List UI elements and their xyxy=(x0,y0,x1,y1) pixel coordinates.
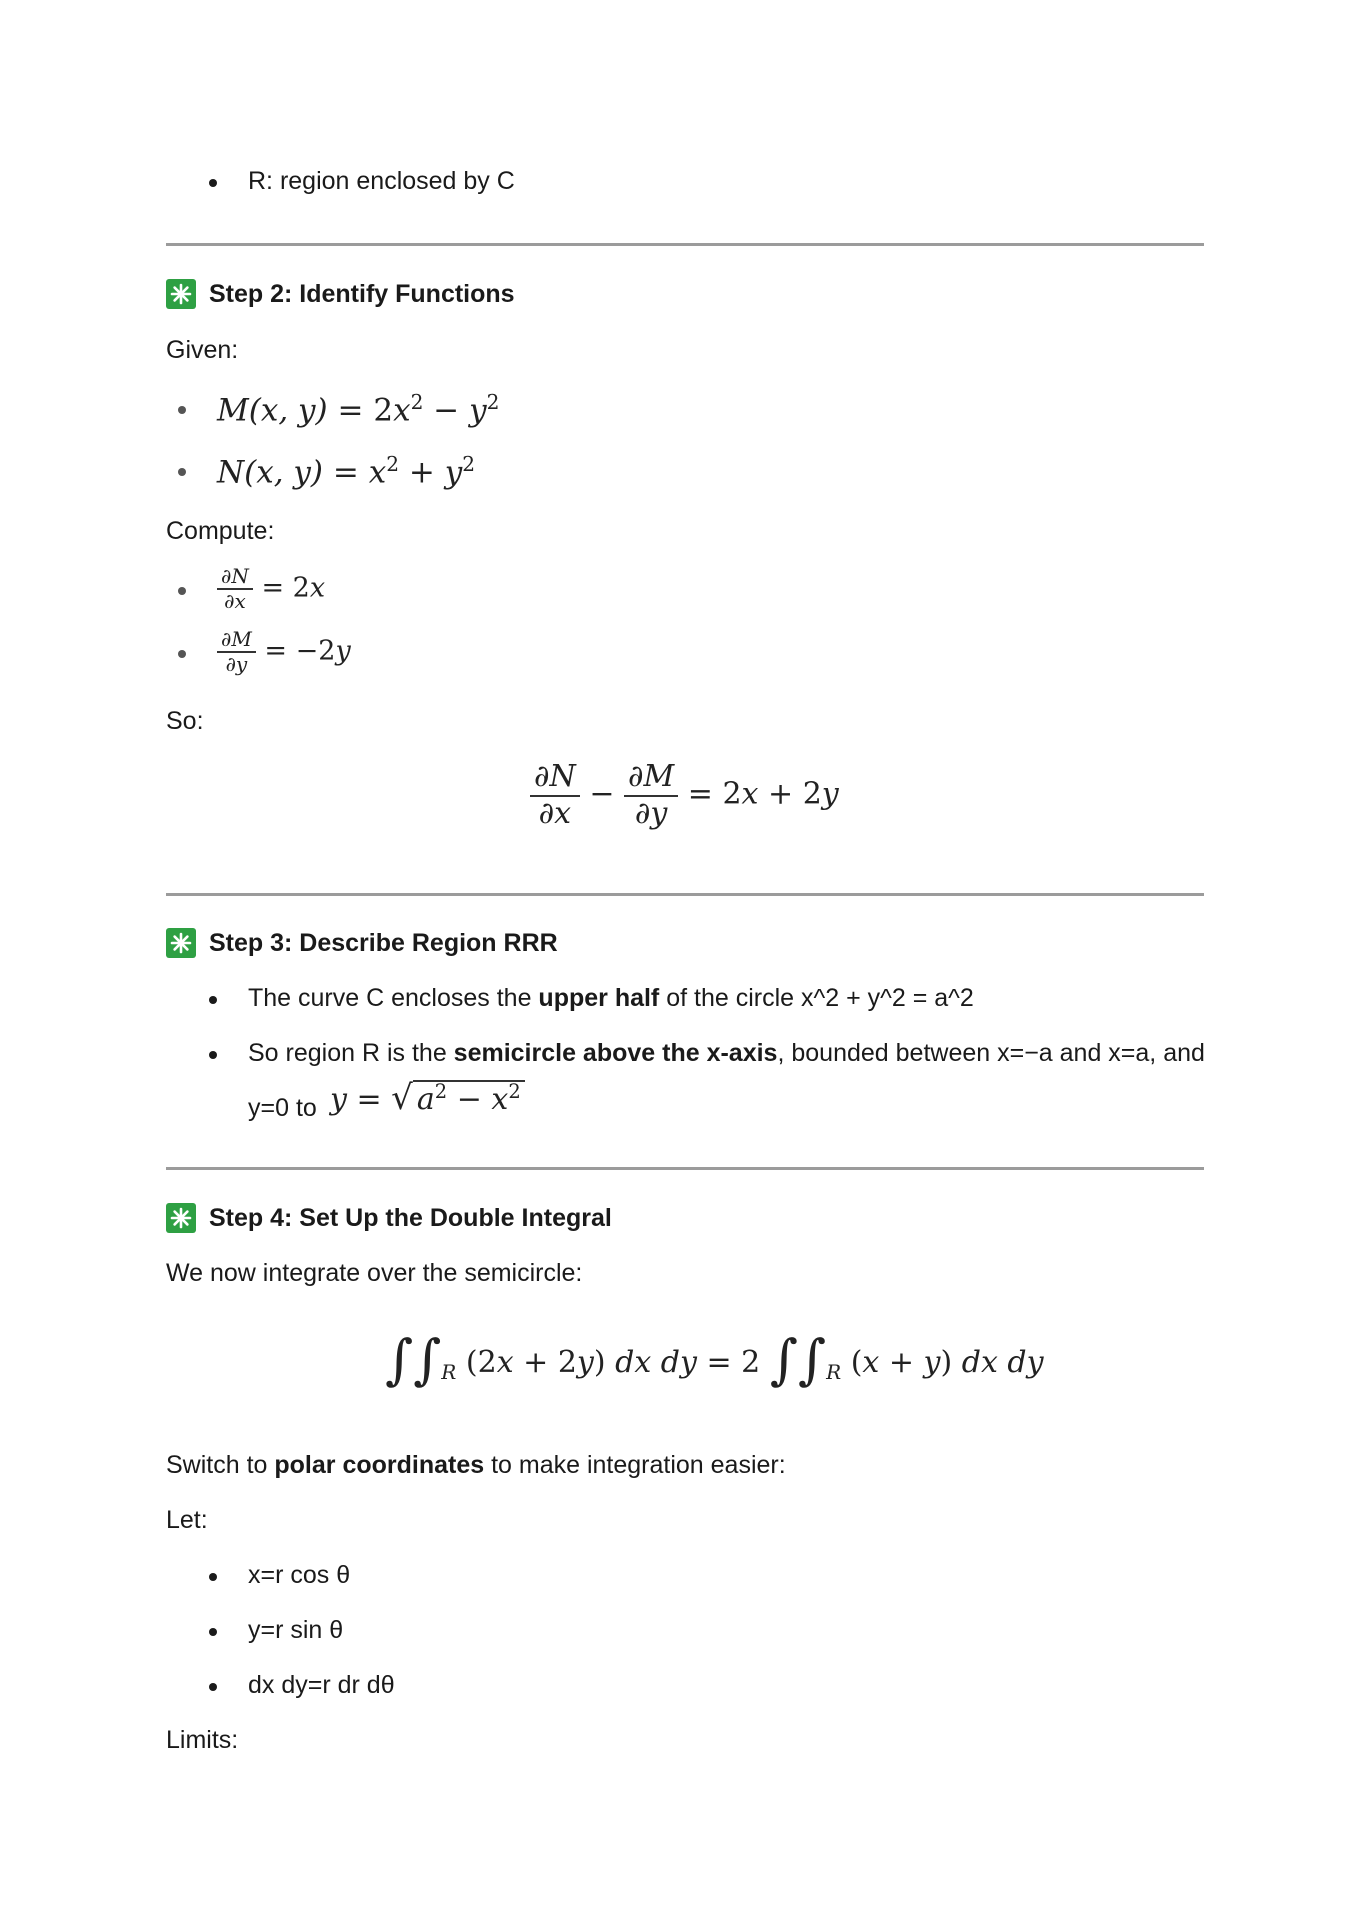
bullet-dot xyxy=(209,179,217,187)
divider xyxy=(166,1167,1204,1170)
bullet-dot xyxy=(209,1051,217,1059)
bullet-dot xyxy=(209,1628,217,1636)
let-item: y=r sin θ xyxy=(248,1616,344,1644)
so-label: So: xyxy=(166,707,204,735)
given-label: Given: xyxy=(166,336,239,364)
let-item: dx dy=r dr dθ xyxy=(248,1671,395,1699)
top-bullet-text: R: region enclosed by C xyxy=(248,167,515,195)
equation-y-bound: y = √ $a^2 - x^2$ xyxy=(330,1078,525,1118)
equation-dn-dx: $\frac{\partial N}{\partial x}$ = 2x xyxy=(217,565,325,613)
limits-label: Limits: xyxy=(166,1726,239,1754)
sparkle-icon xyxy=(166,1203,196,1233)
bullet-dot xyxy=(209,996,217,1004)
equation-difference: $\frac{\partial N}{\partial x}$ − $\frac{\partial M}{\partial y}$ = 2x + 2y xyxy=(530,760,839,831)
region-bullet-2: So region R is the semicircle above the x-axis, bounded between x=−a and x=a, and xyxy=(248,1039,1205,1067)
equation-n: N(x, $y) = x^2 + y^2$ xyxy=(217,452,476,491)
step3-heading: Step 3: Describe Region RRR xyxy=(209,929,558,957)
compute-label: Compute: xyxy=(166,517,275,545)
let-label: Let: xyxy=(166,1506,208,1534)
intro-text: We now integrate over the semicircle: xyxy=(166,1259,583,1287)
step2-heading: Step 2: Identify Functions xyxy=(209,280,515,308)
bullet-dot xyxy=(178,587,186,595)
equation-double-integral: $\int\int_R$ (2x + 2y) dx dy = 2 $\int\int_R$ (x + y) dx dy xyxy=(385,1328,1044,1391)
let-item: x=r cos θ xyxy=(248,1561,351,1589)
step4-heading: Step 4: Set Up the Double Integral xyxy=(209,1204,612,1232)
bullet-dot xyxy=(178,406,186,414)
region-bullet-1: The curve C encloses the upper half of the circle x^2 + y^2 = a^2 xyxy=(248,984,974,1012)
equation-dm-dy: $\frac{\partial M}{\partial y}$ = −2y xyxy=(217,628,351,676)
divider xyxy=(166,893,1204,896)
equation-m: M(x, $y) = 2x^2 - y^2$ xyxy=(217,390,500,429)
bullet-dot xyxy=(178,468,186,476)
bullet-dot xyxy=(178,650,186,658)
region-bullet-2-cont: y=0 to xyxy=(248,1094,317,1122)
bullet-dot xyxy=(209,1683,217,1691)
bullet-dot xyxy=(209,1573,217,1581)
sparkle-icon xyxy=(166,928,196,958)
sparkle-icon xyxy=(166,279,196,309)
divider xyxy=(166,243,1204,246)
switch-text: Switch to polar coordinates to make integration easier: xyxy=(166,1451,786,1479)
